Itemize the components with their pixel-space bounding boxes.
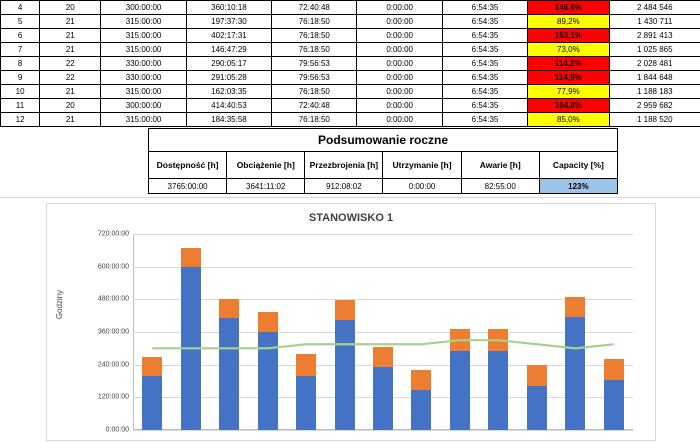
cell-maintenance: 0:00:00: [357, 71, 442, 85]
cell-changeover: 76:18:50: [272, 85, 357, 99]
table-row: [1, 29, 700, 43]
cell-availability: 315:00:00: [101, 43, 186, 57]
summary-value-3: 0:00:00: [383, 179, 461, 194]
cell-changeover: 79:56:53: [272, 57, 357, 71]
table-row: [1, 99, 700, 113]
cell-changeover: 79:56:53: [272, 71, 357, 85]
cell-index: 10: [1, 85, 40, 99]
cell-index: 4: [1, 1, 40, 15]
cell-index: 8: [1, 57, 40, 71]
summary-value-1: 3641:11:02: [227, 179, 305, 194]
cell-value: 1 025 865: [609, 43, 700, 57]
cell-load: 414:40:53: [186, 99, 271, 113]
cell-availability: 300:00:00: [101, 99, 186, 113]
table-row: [1, 43, 700, 57]
cell-changeover: 72:40:48: [272, 1, 357, 15]
cell-load: 184:35:58: [186, 113, 271, 127]
cell-value: 1 188 520: [609, 113, 700, 127]
cell-failures: 6:54:35: [442, 1, 527, 15]
cell-maintenance: 0:00:00: [357, 57, 442, 71]
cell-availability: 330:00:00: [101, 71, 186, 85]
cell-failures: 6:54:35: [442, 85, 527, 99]
cell-value: 2 484 546: [609, 1, 700, 15]
table-row: [1, 1, 700, 15]
y-axis-tick: 600:00:00: [98, 263, 129, 270]
cell-changeover: 76:18:50: [272, 29, 357, 43]
cell-failures: 6:54:35: [442, 99, 527, 113]
cell-index: 12: [1, 113, 40, 127]
cell-availability: 300:00:00: [101, 1, 186, 15]
cell-failures: 6:54:35: [442, 113, 527, 127]
cell-load: 291:05:28: [186, 71, 271, 85]
cell-capacity: 164,8%: [528, 99, 609, 113]
cell-capacity: 89,2%: [528, 15, 609, 29]
cell-capacity: 73,0%: [528, 43, 609, 57]
cell-index: 7: [1, 43, 40, 57]
cell-days: 20: [40, 99, 101, 113]
cell-load: 290:05:17: [186, 57, 271, 71]
cell-availability: 315:00:00: [101, 15, 186, 29]
cell-capacity: 146,6%: [528, 1, 609, 15]
cell-value: 2 959 682: [609, 99, 700, 113]
cell-changeover: 76:18:50: [272, 113, 357, 127]
summary-title: Podsumowanie roczne: [149, 129, 618, 152]
cell-value: 1 188 183: [609, 85, 700, 99]
y-axis-tick: 720:00:00: [98, 231, 129, 238]
table-row: [1, 85, 700, 99]
cell-failures: 6:54:35: [442, 15, 527, 29]
y-axis-tick: 480:00:00: [98, 296, 129, 303]
cell-capacity: 77,9%: [528, 85, 609, 99]
table-row: [1, 71, 700, 85]
table-row: [1, 113, 700, 127]
cell-days: 21: [40, 113, 101, 127]
chart-y-axis-label: Godziny: [55, 290, 64, 319]
cell-index: 11: [1, 99, 40, 113]
cell-failures: 6:54:35: [442, 57, 527, 71]
y-axis-tick: 120:00:00: [98, 394, 129, 401]
cell-changeover: 76:18:50: [272, 43, 357, 57]
cell-days: 22: [40, 71, 101, 85]
cell-maintenance: 0:00:00: [357, 1, 442, 15]
summary-value-0: 3765:00:00: [149, 179, 227, 194]
cell-days: 21: [40, 29, 101, 43]
cell-load: 197:37:30: [186, 15, 271, 29]
cell-maintenance: 0:00:00: [357, 29, 442, 43]
summary-header-2: Przezbrojenia [h]: [305, 152, 383, 179]
summary-value-5: 123%: [539, 179, 617, 194]
table-row: [1, 15, 700, 29]
cell-maintenance: 0:00:00: [357, 15, 442, 29]
summary-value-4: 82:55:00: [461, 179, 539, 194]
y-axis-tick: 0:00:00: [106, 427, 129, 434]
y-axis-tick: 360:00:00: [98, 329, 129, 336]
cell-index: 6: [1, 29, 40, 43]
cell-days: 20: [40, 1, 101, 15]
cell-maintenance: 0:00:00: [357, 113, 442, 127]
cell-availability: 315:00:00: [101, 29, 186, 43]
chart-panel: [0, 197, 700, 442]
summary-header-5: Capacity [%]: [539, 152, 617, 179]
grid-line: [133, 430, 633, 431]
cell-failures: 6:54:35: [442, 71, 527, 85]
cell-value: 1 844 648: [609, 71, 700, 85]
cell-availability: 315:00:00: [101, 85, 186, 99]
cell-capacity: 114,2%: [528, 57, 609, 71]
cell-maintenance: 0:00:00: [357, 85, 442, 99]
cell-changeover: 72:40:48: [272, 99, 357, 113]
summary-value-2: 912:08:02: [305, 179, 383, 194]
cell-value: 2 028 481: [609, 57, 700, 71]
cell-load: 360:10:18: [186, 1, 271, 15]
cell-capacity: 114,5%: [528, 71, 609, 85]
y-axis-tick: 240:00:00: [98, 361, 129, 368]
cell-load: 146:47:29: [186, 43, 271, 57]
chart-container: [46, 203, 656, 441]
cell-index: 5: [1, 15, 40, 29]
cell-days: 21: [40, 15, 101, 29]
chart-plot-area: [133, 234, 633, 430]
summary-header-4: Awarie [h]: [461, 152, 539, 179]
cell-changeover: 76:18:50: [272, 15, 357, 29]
summary-header-3: Utrzymanie [h]: [383, 152, 461, 179]
cell-capacity: 85,0%: [528, 113, 609, 127]
chart-line-availability: [152, 340, 614, 348]
cell-maintenance: 0:00:00: [357, 43, 442, 57]
cell-days: 22: [40, 57, 101, 71]
cell-load: 402:17:31: [186, 29, 271, 43]
table-row: [1, 57, 700, 71]
cell-days: 21: [40, 43, 101, 57]
cell-index: 9: [1, 71, 40, 85]
cell-days: 21: [40, 85, 101, 99]
cell-failures: 6:54:35: [442, 43, 527, 57]
cell-maintenance: 0:00:00: [357, 99, 442, 113]
cell-failures: 6:54:35: [442, 29, 527, 43]
cell-value: 2 891 413: [609, 29, 700, 43]
summary-header-1: Obciążenie [h]: [227, 152, 305, 179]
capacity-table: [0, 0, 700, 127]
summary-header-0: Dostępność [h]: [149, 152, 227, 179]
chart-title: STANOWISKO 1: [47, 212, 655, 224]
summary-table: [148, 128, 618, 194]
cell-load: 162:03:35: [186, 85, 271, 99]
cell-availability: 330:00:00: [101, 57, 186, 71]
cell-value: 1 430 711: [609, 15, 700, 29]
cell-capacity: 153,1%: [528, 29, 609, 43]
cell-availability: 315:00:00: [101, 113, 186, 127]
